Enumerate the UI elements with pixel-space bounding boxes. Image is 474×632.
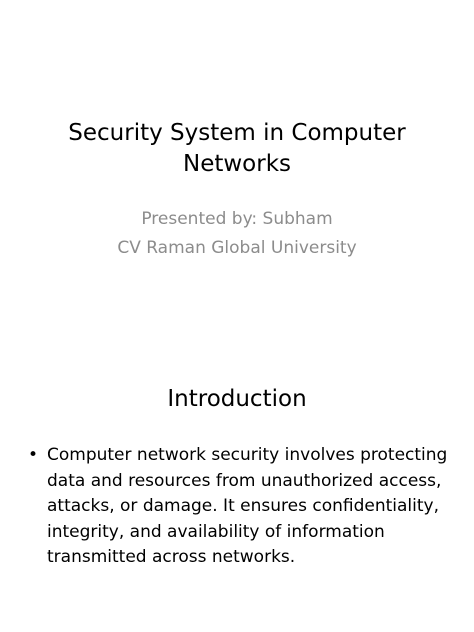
- university-line: CV Raman Global University: [117, 238, 357, 258]
- presentation-subtitle: [30, 205, 444, 263]
- bullet-text: Computer network security involves protecting data and resources from unauthorized access, attacks, or damage. It ensures confidentiality, integrity, and availability of information transmitted across networks.: [47, 445, 448, 568]
- bullet-item: [28, 443, 448, 571]
- bullet-icon: •: [28, 445, 39, 465]
- bullet-list: [28, 443, 448, 571]
- title-line-2: Networks: [182, 151, 291, 177]
- presentation-title: [30, 118, 444, 180]
- presenter-line: Presented by: Subham: [141, 209, 333, 229]
- slide-heading: Introduction: [167, 386, 307, 412]
- introduction-slide: [0, 316, 474, 632]
- title-line-1: Security System in Computer: [68, 120, 406, 146]
